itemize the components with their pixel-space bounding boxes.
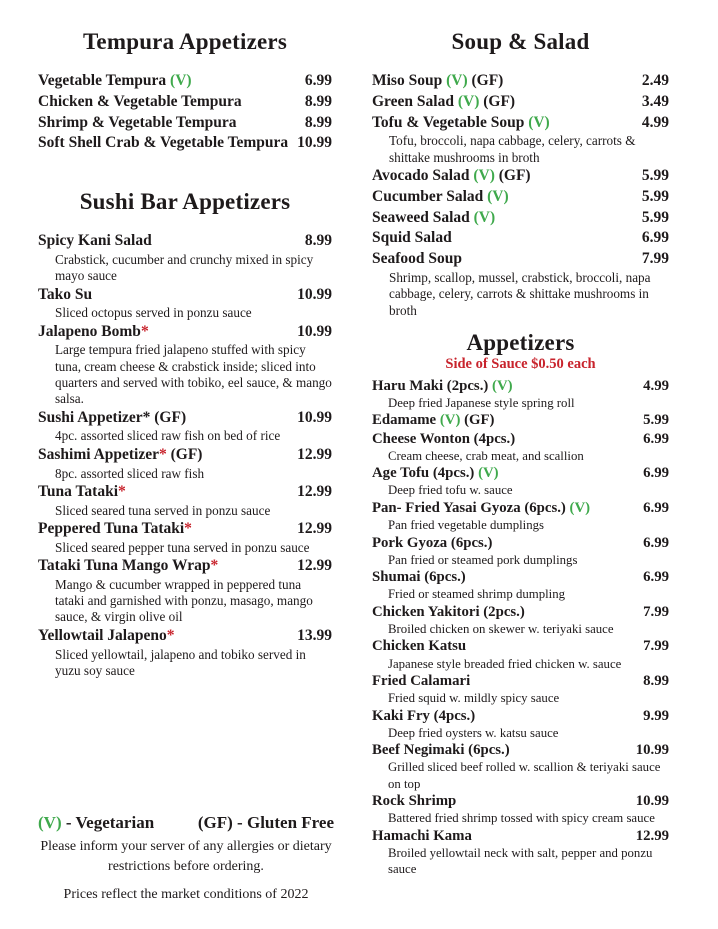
item-name [372,534,492,552]
item-price: 9.99 [643,707,669,724]
item-price: 10.99 [635,793,669,810]
item-name-text: Tataki Tuna Mango Wrap [38,557,211,575]
item-price: 6.99 [643,499,669,516]
menu-item-line [38,482,332,503]
section-tempura-appetizers [38,28,332,154]
item-name [38,71,192,92]
item-description: Sliced yellowtail, jalapeno and tobiko served in yuzu soy sauce [55,646,306,678]
item-name [38,113,237,134]
item-name [38,556,218,577]
item-name [372,568,466,586]
item-description: Cream cheese, crab meat, and scallion [388,448,584,463]
item-name-text: Kaki Fry (4pcs.) [372,707,476,724]
left-column [38,28,332,679]
item-name-text: Beef Negimaki (6pcs.) [372,742,510,759]
item-name [372,377,513,395]
menu-item [372,187,669,208]
menu-item-line [38,92,332,113]
item-price: 6.99 [641,229,669,247]
section-title: Tempura Appetizers [83,29,287,54]
item-name [372,228,452,249]
menu-item [372,411,669,429]
item-name-text: Shumai (6pcs.) [372,569,466,586]
item-name [372,464,499,482]
vegetarian-marker: (V) [492,377,513,394]
item-name [38,92,242,113]
menu-item [38,519,332,556]
item-description: Battered fried shrimp tossed with spicy cream sauce [388,811,655,826]
raw-item-marker: * [184,519,192,537]
menu-item-line [372,499,669,517]
menu-item [372,741,669,792]
item-price: 10.99 [297,134,332,152]
item-name-text: Rock Shrimp [372,793,457,810]
vegetarian-marker: (V) [457,92,480,110]
menu-item-line [372,464,669,482]
item-name-text: Hamachi Kama [372,827,472,844]
item-price: 5.99 [641,166,669,184]
item-name [372,430,515,448]
menu-item [372,430,669,465]
item-name-text: Avocado Salad [372,166,474,184]
item-name [372,499,590,517]
item-name [372,603,525,621]
item-price: 7.99 [643,638,669,655]
item-description: 4pc. assorted sliced raw fish on bed of rice [55,428,281,444]
menu-item-line [372,377,669,395]
legend-markers [38,812,334,833]
item-price: 12.99 [297,482,332,500]
item-name-text: Peppered Tuna Tataki [38,519,185,537]
section-sushi-bar-appetizers [38,188,332,679]
menu-item [372,827,669,878]
menu-item [38,231,332,284]
item-name-text: (GF) [467,72,504,89]
item-description: Tofu, broccoli, napa cabbage, celery, carrots & shittake mushrooms in broth [389,133,636,165]
item-name [372,637,466,655]
item-price: 10.99 [297,285,332,303]
section-appetizers [372,329,669,878]
menu-item [372,166,669,187]
item-name-text: Seaweed Salad [372,208,474,226]
vegetarian-marker: (V) [487,187,509,205]
vegetarian-marker: (V) [439,412,461,429]
item-name-text: Chicken & Vegetable Tempura [38,92,242,110]
vegetarian-label: - Vegetarian [61,813,155,832]
menu-item-line [372,637,669,655]
item-name [372,707,475,725]
menu-item [372,534,669,569]
item-price: 5.99 [641,187,669,205]
item-name-text: Edamame [372,412,440,429]
item-name-text: Sushi Appetizer* (GF) [38,408,187,426]
item-name-text: Pan- Fried Yasai Gyoza (6pcs.) [372,499,570,516]
menu-item-line [38,626,332,647]
item-description: Japanese style breaded fried chicken w. sauce [388,656,622,671]
item-name-text: Sashimi Appetizer [38,445,159,463]
item-price: 3.49 [641,92,669,110]
item-name [38,445,202,466]
item-name-text: Spicy Kani Salad [38,232,152,250]
item-name [372,208,495,229]
item-price: 5.99 [643,412,669,429]
menu-item [38,445,332,482]
item-name [38,519,192,540]
item-name [372,113,550,134]
vegetarian-marker: (V) [569,499,591,516]
vegetarian-marker: (V) [473,208,496,226]
item-name-text: (GF) [460,412,495,429]
menu-item-line [372,249,669,270]
menu-item [372,499,669,534]
item-description: Crabstick, cucumber and crunchy mixed in spicy mayo sauce [55,251,314,284]
menu-item [38,113,332,134]
raw-item-marker: * [159,445,167,463]
item-description: Pan fried vegetable dumplings [388,518,545,533]
menu-item-line [372,430,669,448]
menu-item [38,92,332,113]
menu-item-line [38,519,332,540]
item-name [372,187,509,208]
item-price: 8.99 [643,672,669,689]
item-name [38,408,186,429]
menu-item [372,672,669,707]
item-name-text: Vegetable Tempura [38,72,171,89]
item-name-text: Seafood Soup [372,250,463,268]
item-price: 5.99 [641,208,669,226]
item-price: 10.99 [297,322,332,340]
legend [38,812,334,905]
menu-item-line [38,556,332,577]
item-price: 6.99 [304,72,332,89]
menu-item [372,92,669,113]
item-name [372,166,531,187]
menu-item-line [38,113,332,134]
menu-item-line [372,113,669,134]
item-name-text: Age Tofu (4pcs.) [372,465,479,482]
vegetarian-marker: (V) [170,72,192,89]
item-price: 7.99 [643,603,669,620]
item-price: 10.99 [297,408,332,426]
menu-item-line [372,827,669,845]
item-name-text: Tofu & Vegetable Soup [372,113,529,131]
menu-item [372,792,669,827]
menu-item [38,408,332,445]
menu-item-line [372,741,669,759]
item-price: 12.99 [297,519,332,537]
menu-item-line [372,707,669,725]
item-name-text: Miso Soup [372,72,447,89]
menu-item [38,556,332,626]
item-description: Shrimp, scallop, mussel, crabstick, broccoli, napa cabbage, celery, carrots & shittake mushrooms in broth [389,269,651,318]
menu-item-line [372,228,669,249]
raw-item-marker: * [210,557,219,575]
item-price: 4.99 [643,377,669,394]
menu-item [38,285,332,322]
item-description: Mango & cucumber wrapped in peppered tuna tataki and garnished with ponzu, masago, mango sauce, & virgin olive oil [55,576,313,625]
item-description: 8pc. assorted sliced raw fish [55,465,205,481]
menu-item-line [38,322,332,343]
item-name-text: Cucumber Salad [372,187,488,205]
item-description: Sliced seared tuna served in ponzu sauce [55,502,271,518]
item-description: Sliced seared pepper tuna served in ponzu sauce [55,539,310,555]
menu-item [372,377,669,412]
item-name-text: Tako Su [38,285,93,303]
item-name-text: Yellowtail Jalapeno [38,626,167,644]
item-price: 10.99 [635,742,669,759]
menu-item-line [372,534,669,552]
menu-item [372,637,669,672]
menu-item [372,228,669,249]
menu-item-line [372,71,669,92]
item-name [38,626,175,647]
menu-item-line [38,133,332,154]
item-name [372,249,462,270]
item-name-text: Squid Salad [372,229,452,247]
menu-item-line [372,603,669,621]
menu-item-line [372,672,669,690]
item-name [372,672,470,690]
item-name [372,411,494,429]
item-description: Pan fried or steamed pork dumplings [388,552,578,567]
gluten-free-legend: (GF) - Gluten Free [197,813,334,832]
menu-item-line [372,187,669,208]
vegetarian-marker: (V) [528,113,550,131]
menu-item [372,71,669,92]
menu-item-line [372,166,669,187]
item-price: 8.99 [304,113,332,131]
item-price: 6.99 [643,534,669,551]
section-subtitle: Side of Sauce $0.50 each [445,355,596,372]
menu-item-line [38,231,332,252]
vegetarian-marker: (V) [446,72,468,89]
item-price: 6.99 [643,430,669,447]
item-price: 6.99 [643,569,669,586]
menu-item-line [38,285,332,306]
item-name [372,827,472,845]
menu-item-line [372,568,669,586]
item-description: Grilled sliced beef rolled w. scallion & teriyaki sauce on top [388,760,661,791]
item-name-text: Green Salad [372,92,458,110]
item-name-text: Soft Shell Crab & Vegetable Tempura [38,134,289,152]
menu-item-line [372,92,669,113]
vegetarian-marker: (V) [478,465,499,482]
item-name [372,792,456,810]
allergy-note-line-1: Please inform your server of any allergies or dietary [40,839,332,854]
vegetarian-legend [38,812,154,833]
item-name [372,71,503,92]
item-name-text: (GF) [166,445,203,463]
section-title: Soup & Salad [451,29,590,54]
menu-item-line [38,71,332,92]
market-conditions-note: Prices reflect the market conditions of 2022 [63,887,309,902]
menu-item-line [38,445,332,466]
item-name [372,92,515,113]
item-description: Fried or steamed shrimp dumpling [388,587,566,602]
item-price: 12.99 [297,557,332,575]
menu-item-line [372,411,669,429]
item-name-text: Jalapeno Bomb [38,322,141,340]
menu-item [38,71,332,92]
item-name-text: Tuna Tataki [38,482,119,500]
item-name-text: Fried Calamari [372,672,471,689]
item-name-text: Cheese Wonton (4pcs.) [372,430,516,447]
vegetarian-marker: (V) [473,166,495,184]
raw-item-marker: * [140,322,149,340]
item-name-text: Pork Gyoza (6pcs.) [372,534,493,551]
item-price: 2.49 [641,72,669,89]
item-price: 12.99 [297,445,332,463]
vegetarian-marker: (V) [38,813,62,832]
raw-item-marker: * [166,626,175,644]
item-description: Deep fried oysters w. katsu sauce [388,725,559,740]
allergy-note-line-2: restrictions before ordering. [108,858,264,874]
item-name-text: (GF) [494,166,531,184]
menu-item [372,113,669,166]
item-name [372,741,510,759]
item-price: 12.99 [635,827,669,844]
item-name [38,285,92,306]
item-name-text: Chicken Yakitori (2pcs.) [372,603,525,620]
item-name-text: (GF) [479,92,516,110]
item-price: 13.99 [297,626,332,644]
menu-item [38,626,332,679]
menu-item [38,133,332,154]
item-price: 7.99 [641,250,669,268]
item-name [38,231,152,252]
right-column [372,28,669,878]
item-description: Deep fried tofu w. sauce [388,483,513,498]
item-name-text: Chicken Katsu [372,638,467,655]
item-description: Deep fried Japanese style spring roll [388,396,575,411]
item-description: Broiled chicken on skewer w. teriyaki sauce [388,621,614,636]
menu-item [372,568,669,603]
item-description: Broiled yellowtail neck with salt, pepper and ponzu sauce [388,845,653,877]
section-soup-salad [372,28,669,319]
section-title: Sushi Bar Appetizers [79,189,291,215]
item-price: 8.99 [304,232,332,250]
menu-item [372,603,669,638]
item-description: Sliced octopus served in ponzu sauce [55,305,252,321]
item-price: 6.99 [643,465,669,482]
menu-item [372,208,669,229]
item-price: 8.99 [304,92,332,110]
menu-item [372,464,669,499]
item-name-text: Haru Maki (2pcs.) [372,377,493,394]
item-description: Fried squid w. mildly spicy sauce [388,691,560,706]
menu-item-line [372,792,669,810]
item-name [38,482,126,503]
item-name [38,322,149,343]
raw-item-marker: * [118,482,126,500]
menu-item-line [38,408,332,429]
item-description: Large tempura fried jalapeno stuffed with spicy tuna, cream cheese & crabstick inside; sliced into quarters and served with tobiko, eel sauce, & mango salsa. [55,342,332,407]
item-name-text: Shrimp & Vegetable Tempura [38,113,237,131]
menu-item [372,707,669,742]
menu-item-line [372,208,669,229]
section-title: Appetizers [466,329,575,355]
menu-item [372,249,669,319]
item-price: 4.99 [641,113,669,131]
item-name [38,133,288,154]
menu-item [38,322,332,408]
menu-item [38,482,332,519]
